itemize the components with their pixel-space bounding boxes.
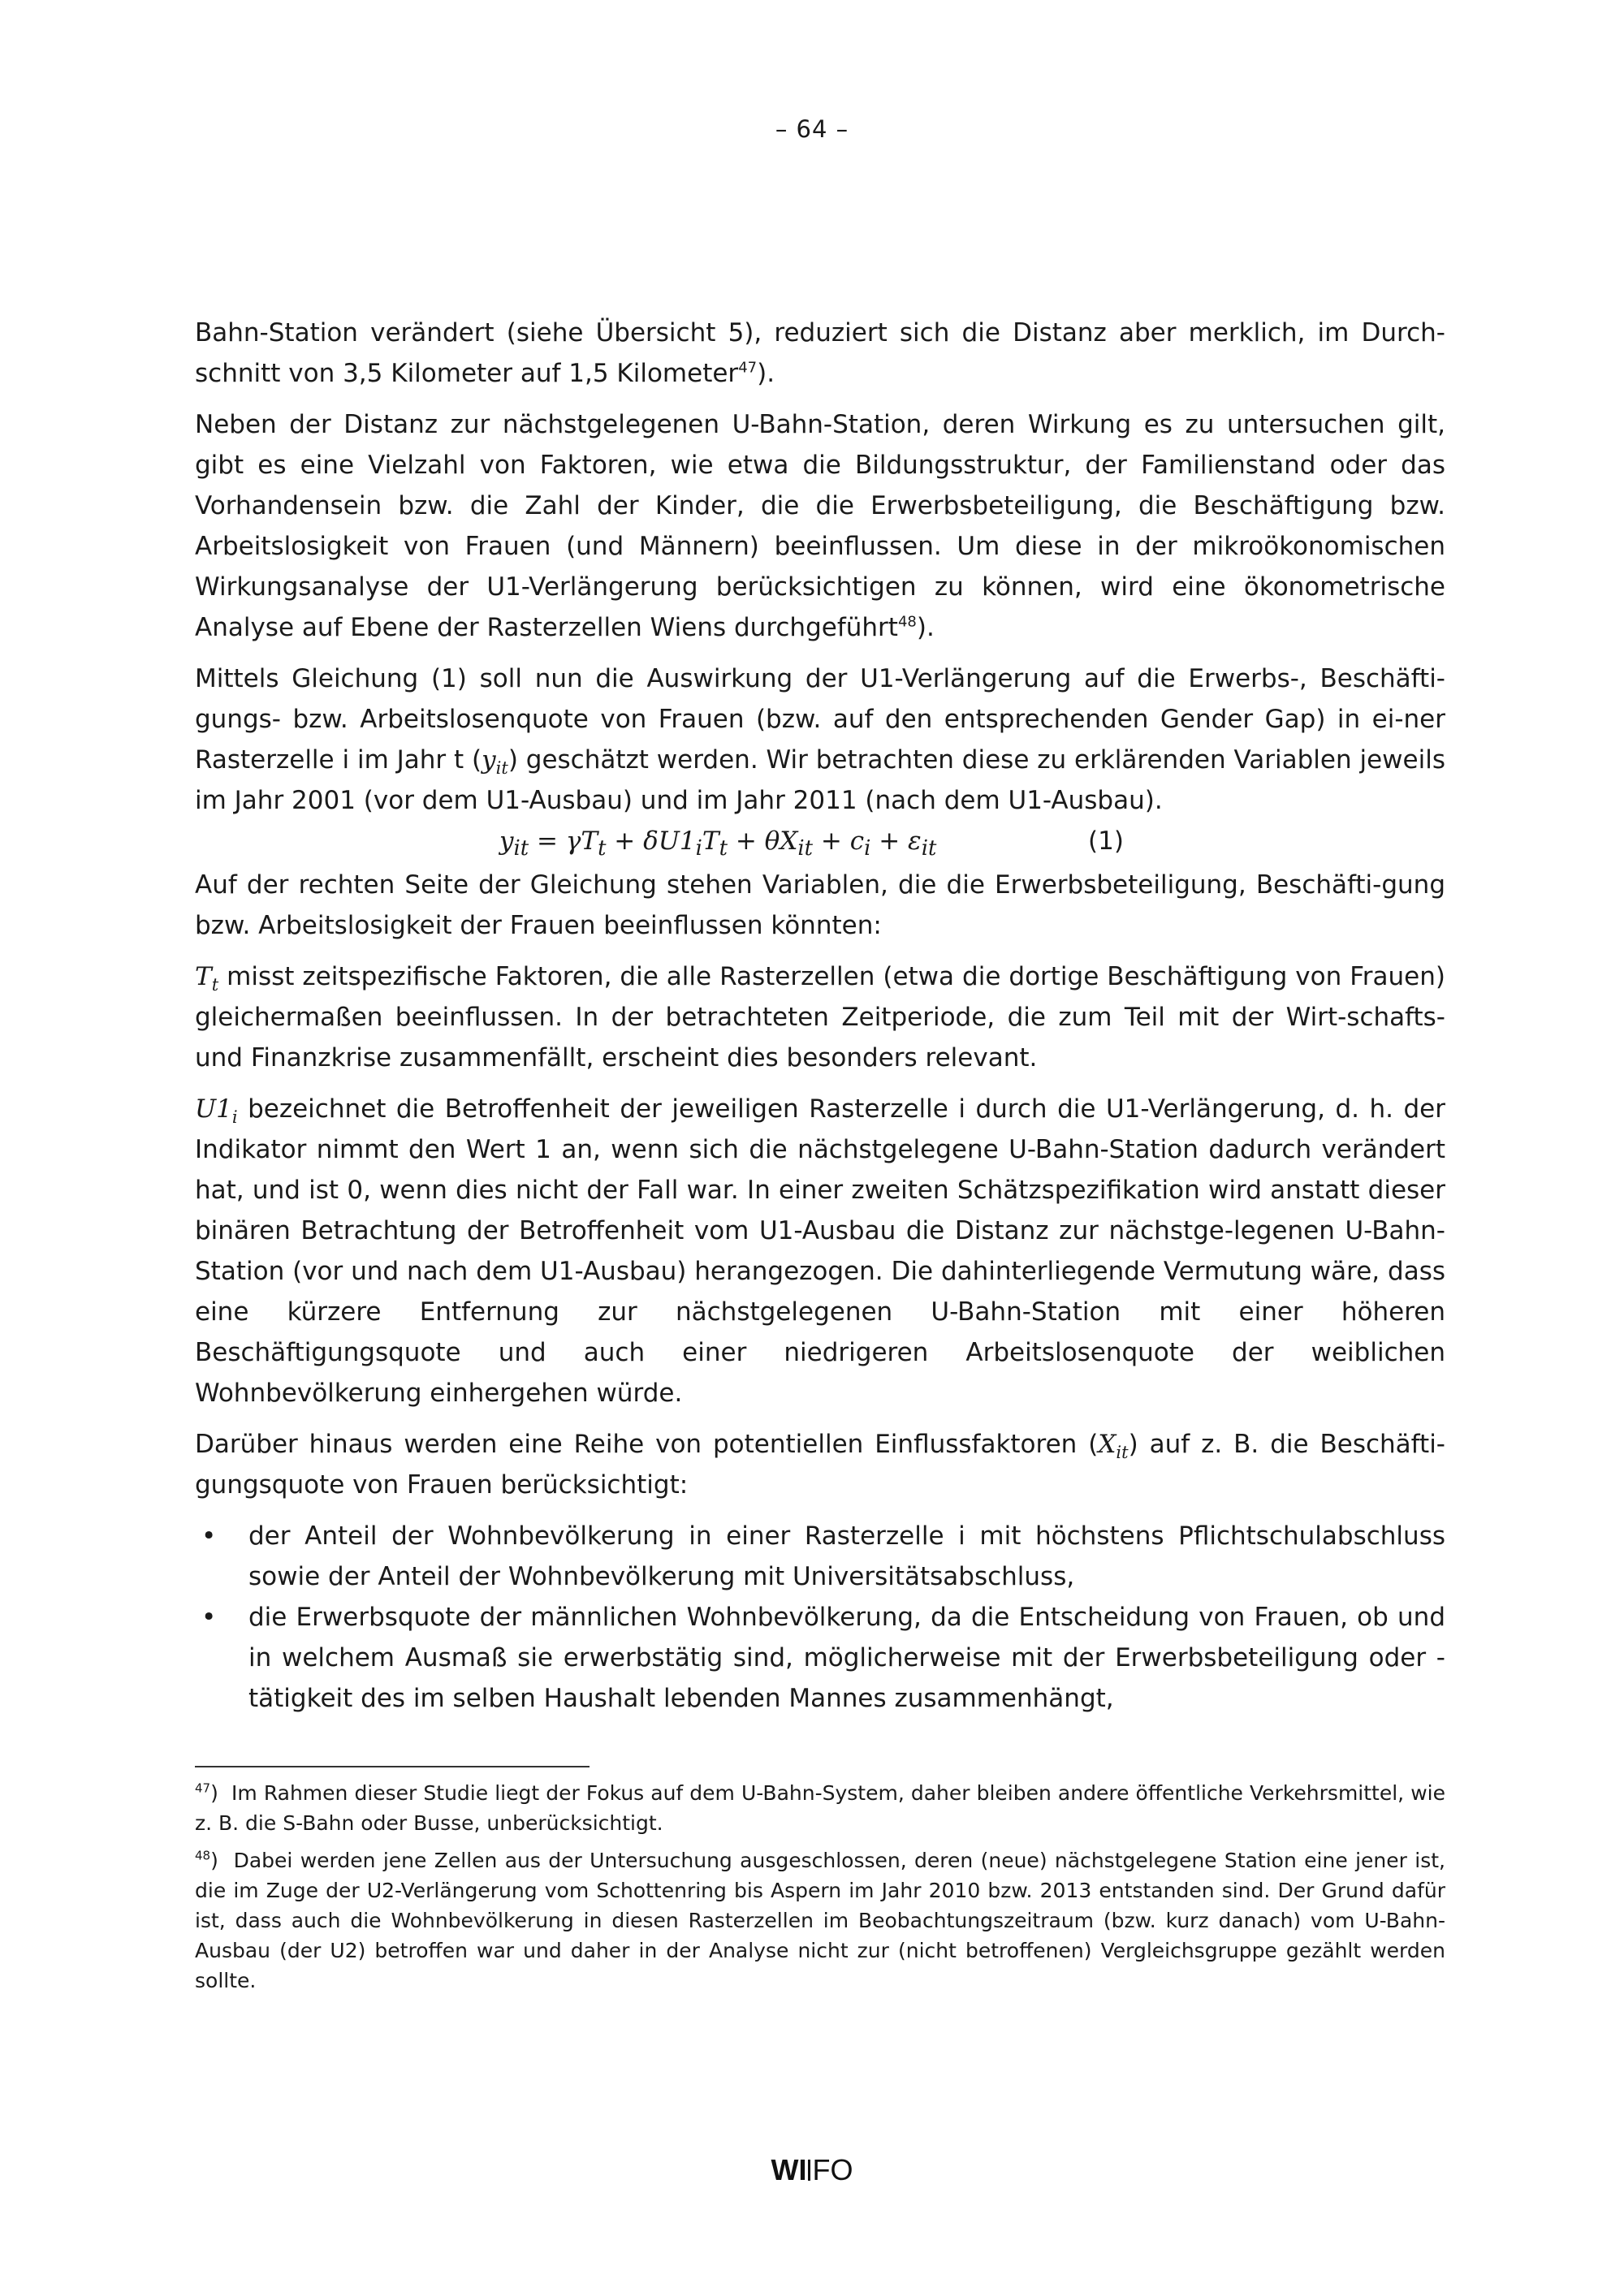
inline-math-y-it: $y_{it}$ [482, 745, 508, 779]
paragraph-2 [195, 404, 1445, 648]
page-number: – 64 – [775, 115, 849, 143]
paragraph-2-text: Neben der Distanz zur nächstgelegenen U-Bahn-Station, deren Wirkung es zu untersuchen gilt, gibt es eine Vielzahl von Faktoren, wie etwa die Bildungsstruktur, der Familienstand oder das Vorhandensein bzw. die Zahl der Kinder, die die Erwerbsbeteiligung, die Beschäftigung bzw. Arbeitslosigkeit von Frauen (und Männern) beeinflussen. Um diese in der mikroökonomischen Wirkungsanalyse der U1-Verlängerung berücksichtigen zu können, wird eine ökonometrische Analyse auf Ebene der Rasterzellen Wiens durchgeführt [195, 410, 1445, 642]
wifo-logo: WI FO [771, 2153, 853, 2186]
list-item: • die Erwerbsquote der männlichen Wohnbevölkerung, da die Entscheidung von Frauen, ob und in welchem Ausmaß sie erwerbstätig sind, möglicherweise mit der Erwerbsbeteiligung oder -tätigkeit des im selben Haushalt lebenden Mannes zusammenhängt, [195, 1597, 1445, 1719]
footnote-ref-47[interactable]: 47 [738, 359, 758, 377]
paragraph-7 [195, 1424, 1445, 1505]
paragraph-6-text: bezeichnet die Betroffenheit der jeweiligen Rasterzelle i durch die U1-Verlängerung, d. h. der Indikator nimmt den Wert 1 an, wenn sich die nächstgelegene U-Bahn-Station dadurch verändert hat, und ist 0, wenn dies nicht der Fall war. In einer zweiten Schätzspezifikation wird anstatt dieser binären Betrachtung der Betroffenheit vom U1-Ausbau die Distanz zur nächstge-legenen U-Bahn-Station (vor und nach dem U1-Ausbau) herangezogen. Die dahinterliegende Vermutung wäre, dass eine kürzere Entfernung zur nächstgelegenen U-Bahn-Station mit einer höheren Beschäftigungsquote und auch einer niedrigeren Arbeitslosenquote der weiblichen Wohnbevölkerung einhergehen würde. [195, 1094, 1445, 1408]
paragraph-7-text-b: ) auf z. B. die Beschäfti-gungsquote von Frauen berücksichtigt: [195, 1430, 1445, 1500]
paragraph-2-end: ). [916, 613, 935, 642]
paragraph-3-text-b: ) geschätzt werden. Wir betrachten diese zu erklärenden Variablen jeweils im Jahr 2001 (vor dem U1-Ausbau) und im Jahr 2011 (nach dem U1-Ausbau). [195, 745, 1445, 815]
inline-math-x-it: $X_{it}$ [1098, 1430, 1129, 1463]
list-item: • der Anteil der Wohnbevölkerung in einer Rasterzelle i mit höchstens Pflichtschulabschluss sowie der Anteil der Wohnbevölkerung mit Universitätsabschluss, [195, 1516, 1445, 1597]
paragraph-1-text: Bahn-Station verändert (siehe Übersicht 5), reduziert sich die Distanz aber merklich, im Durch-schnitt von 3,5 Kilometer auf 1,5 Kilometer [195, 318, 1445, 388]
inline-math-t-t: $T_t$ [195, 962, 219, 995]
paragraph-3 [195, 658, 1445, 821]
footnote-47: $^{47}$) Im Rahmen dieser Studie liegt der Fokus auf dem U-Bahn-System, daher bleiben andere öffentliche Verkehrsmittel, wie z. B. die S-Bahn oder Busse, unberücksichtigt. [195, 1780, 1445, 1835]
paragraph-7-text-a: Darüber hinaus werden eine Reihe von potentiellen Einflussfaktoren ( [195, 1430, 1099, 1459]
equation-1 [195, 821, 1445, 861]
main-text [195, 313, 1445, 1719]
paragraph-1-end: ). [757, 359, 775, 388]
equation-number: (1) [1088, 826, 1124, 856]
bullet-list [195, 1516, 1445, 1719]
paragraph-3-text-a: Mittels Gleichung (1) soll nun die Auswirkung der U1-Verlängerung auf die Erwerbs-, Beschäfti-gungs- bzw. Arbeitslosenquote von Frauen (bzw. auf den entsprechenden Gender Gap) in ei-ner Rasterzelle i im Jahr t ( [195, 664, 1445, 775]
footnote-divider [195, 1766, 590, 1767]
inline-math-u1-i: $U1_i$ [195, 1094, 238, 1128]
equation-formula: $y_{it} = \gamma T_t + \delta U1_iT_t + \theta X_{it} + c_i + \varepsilon_{it}$ [499, 826, 937, 861]
bullet-icon: • [201, 1521, 217, 1551]
footnotes [195, 1778, 1445, 2003]
footnote-48: $^{48}$) Dabei werden jene Zellen aus der Untersuchung ausgeschlossen, deren (neue) nächstgelegene Station eine jener ist, die im Zuge der U2-Verlängerung vom Schottenring bis Aspern im Jahr 2010 bzw. 2013 entstanden sind. Der Grund dafür ist, dass auch die Wohnbevölkerung in diesen Rasterzellen im Beobachtungszeitraum (bzw. kurz danach) vom U-Bahn-Ausbau (der U2) betroffen war und daher in der Analyse nicht zur (nicht betroffenen) Vergleichsgruppe gezählt werden sollte. [195, 1848, 1445, 1992]
footnote-ref-48[interactable]: 48 [897, 613, 917, 631]
paragraph-5-text: misst zeitspezifische Faktoren, die alle Rasterzellen (etwa die dortige Beschäftigung von Frauen) gleichermaßen beeinflussen. In der betrachteten Zeitperiode, die zum Teil mit der Wirt-schafts- und Finanzkrise zusammenfällt, erscheint dies besonders relevant. [195, 962, 1445, 1072]
paragraph-6 [195, 1089, 1445, 1413]
paragraph-5 [195, 956, 1445, 1078]
bullet-icon: • [201, 1603, 217, 1632]
paragraph-4: Auf der rechten Seite der Gleichung stehen Variablen, die die Erwerbsbeteiligung, Beschäfti-gung bzw. Arbeitslosigkeit der Frauen beeinflussen könnten: [195, 870, 1445, 940]
paragraph-1 [195, 313, 1445, 394]
